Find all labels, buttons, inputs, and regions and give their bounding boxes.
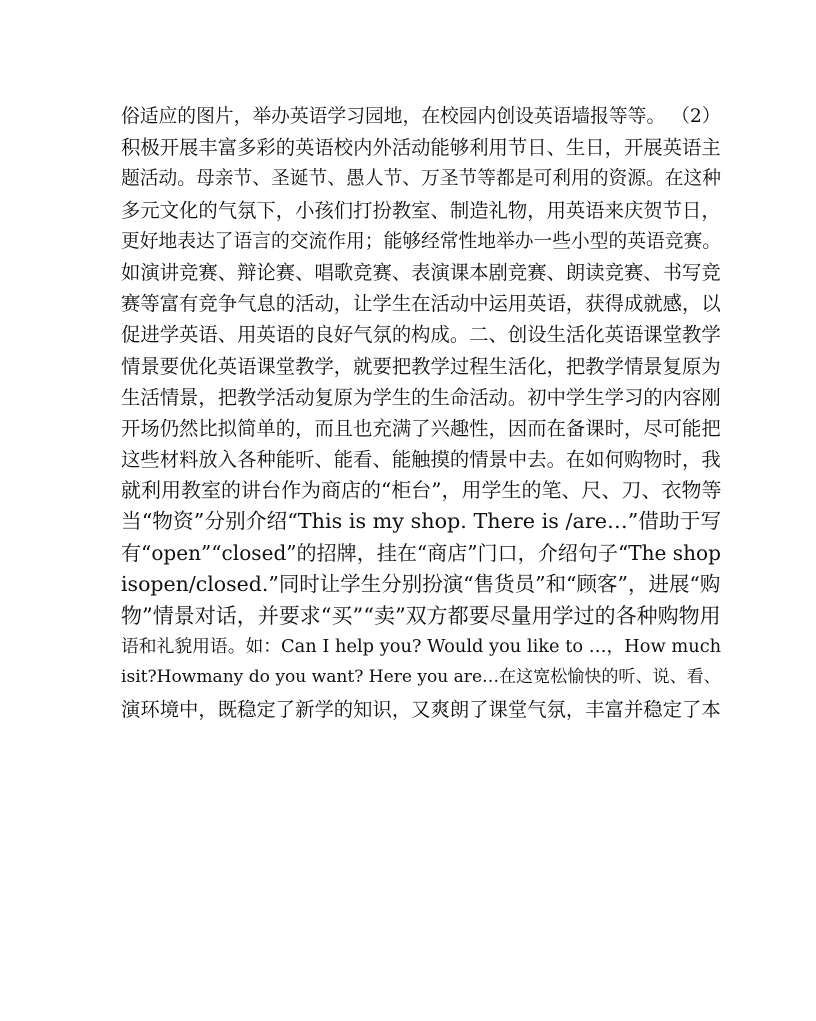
text-line: isopen/closed.”同时让学生分别扮演“售货员”和“顾客”，进展“购 (121, 571, 721, 596)
text-line: 题活动。母亲节、圣诞节、愚人节、万圣节等都是可利用的资源。在这种 (121, 168, 721, 190)
text-line: isit?Howmany do you want? Here you are…在这宽松愉快的听、说、看、 (121, 667, 721, 688)
text-line: 俗适应的图片，举办英语学习园地，在校园内创设英语墙报等等。 （2） (121, 106, 721, 127)
text-line: 有“open”“closed”的招牌，挂在“商店”门口，介绍句子“The shop (121, 540, 721, 565)
text-line: 演环境中，既稳定了新学的知识，又爽朗了课堂气氛，丰富并稳定了本 (121, 697, 721, 721)
text-line: 多元文化的气氛下，小孩们打扮教室、制造礼物，用英语来庆贺节日， (121, 198, 721, 222)
text-line: 语和礼貌用语。如：Can I help you? Would you like to …，How much (121, 636, 721, 658)
text-line: 生活情景，把教学活动复原为学生的生命活动。初中学生学习的内容刚 (121, 385, 721, 409)
text-line: 就利用教室的讲台作为商店的“柜台”，用学生的笔、尺、刀、衣物等 (121, 478, 721, 503)
text-line: 当“物资”分别介绍“This is my shop. There is /are…”借助于写 (121, 509, 721, 534)
body-text (121, 101, 721, 725)
text-line: 如演讲竞赛、辩论赛、唱歌竞赛、表演课本剧竞赛、朗读竞赛、书写竞 (121, 260, 721, 284)
text-line: 赛等富有竞争气息的活动，让学生在活动中运用英语，获得成就感，以 (121, 292, 721, 316)
text-line: 开场仍然比拟简单的，而且也充满了兴趣性，因而在备课时，尽可能把 (121, 416, 721, 440)
text-line: 情景要优化英语课堂教学，就要把教学过程生活化，把教学情景复原为 (121, 354, 721, 378)
text-line: 物”情景对话，并要求“买”“卖”双方都要尽量用学过的各种购物用 (121, 603, 721, 628)
text-line: 这些材料放入各种能听、能看、能触摸的情景中去。在如何购物时，我 (121, 448, 721, 472)
text-line: 积极开展丰富多彩的英语校内外活动能够利用节日、生日，开展英语主 (121, 136, 721, 160)
text-line: 更好地表达了语言的交流作用；能够经常性地举办一些小型的英语竞赛。 (121, 230, 721, 252)
text-line: 促进学英语、用英语的良好气氛的构成。二、创设生活化英语课堂教学 (121, 323, 721, 347)
